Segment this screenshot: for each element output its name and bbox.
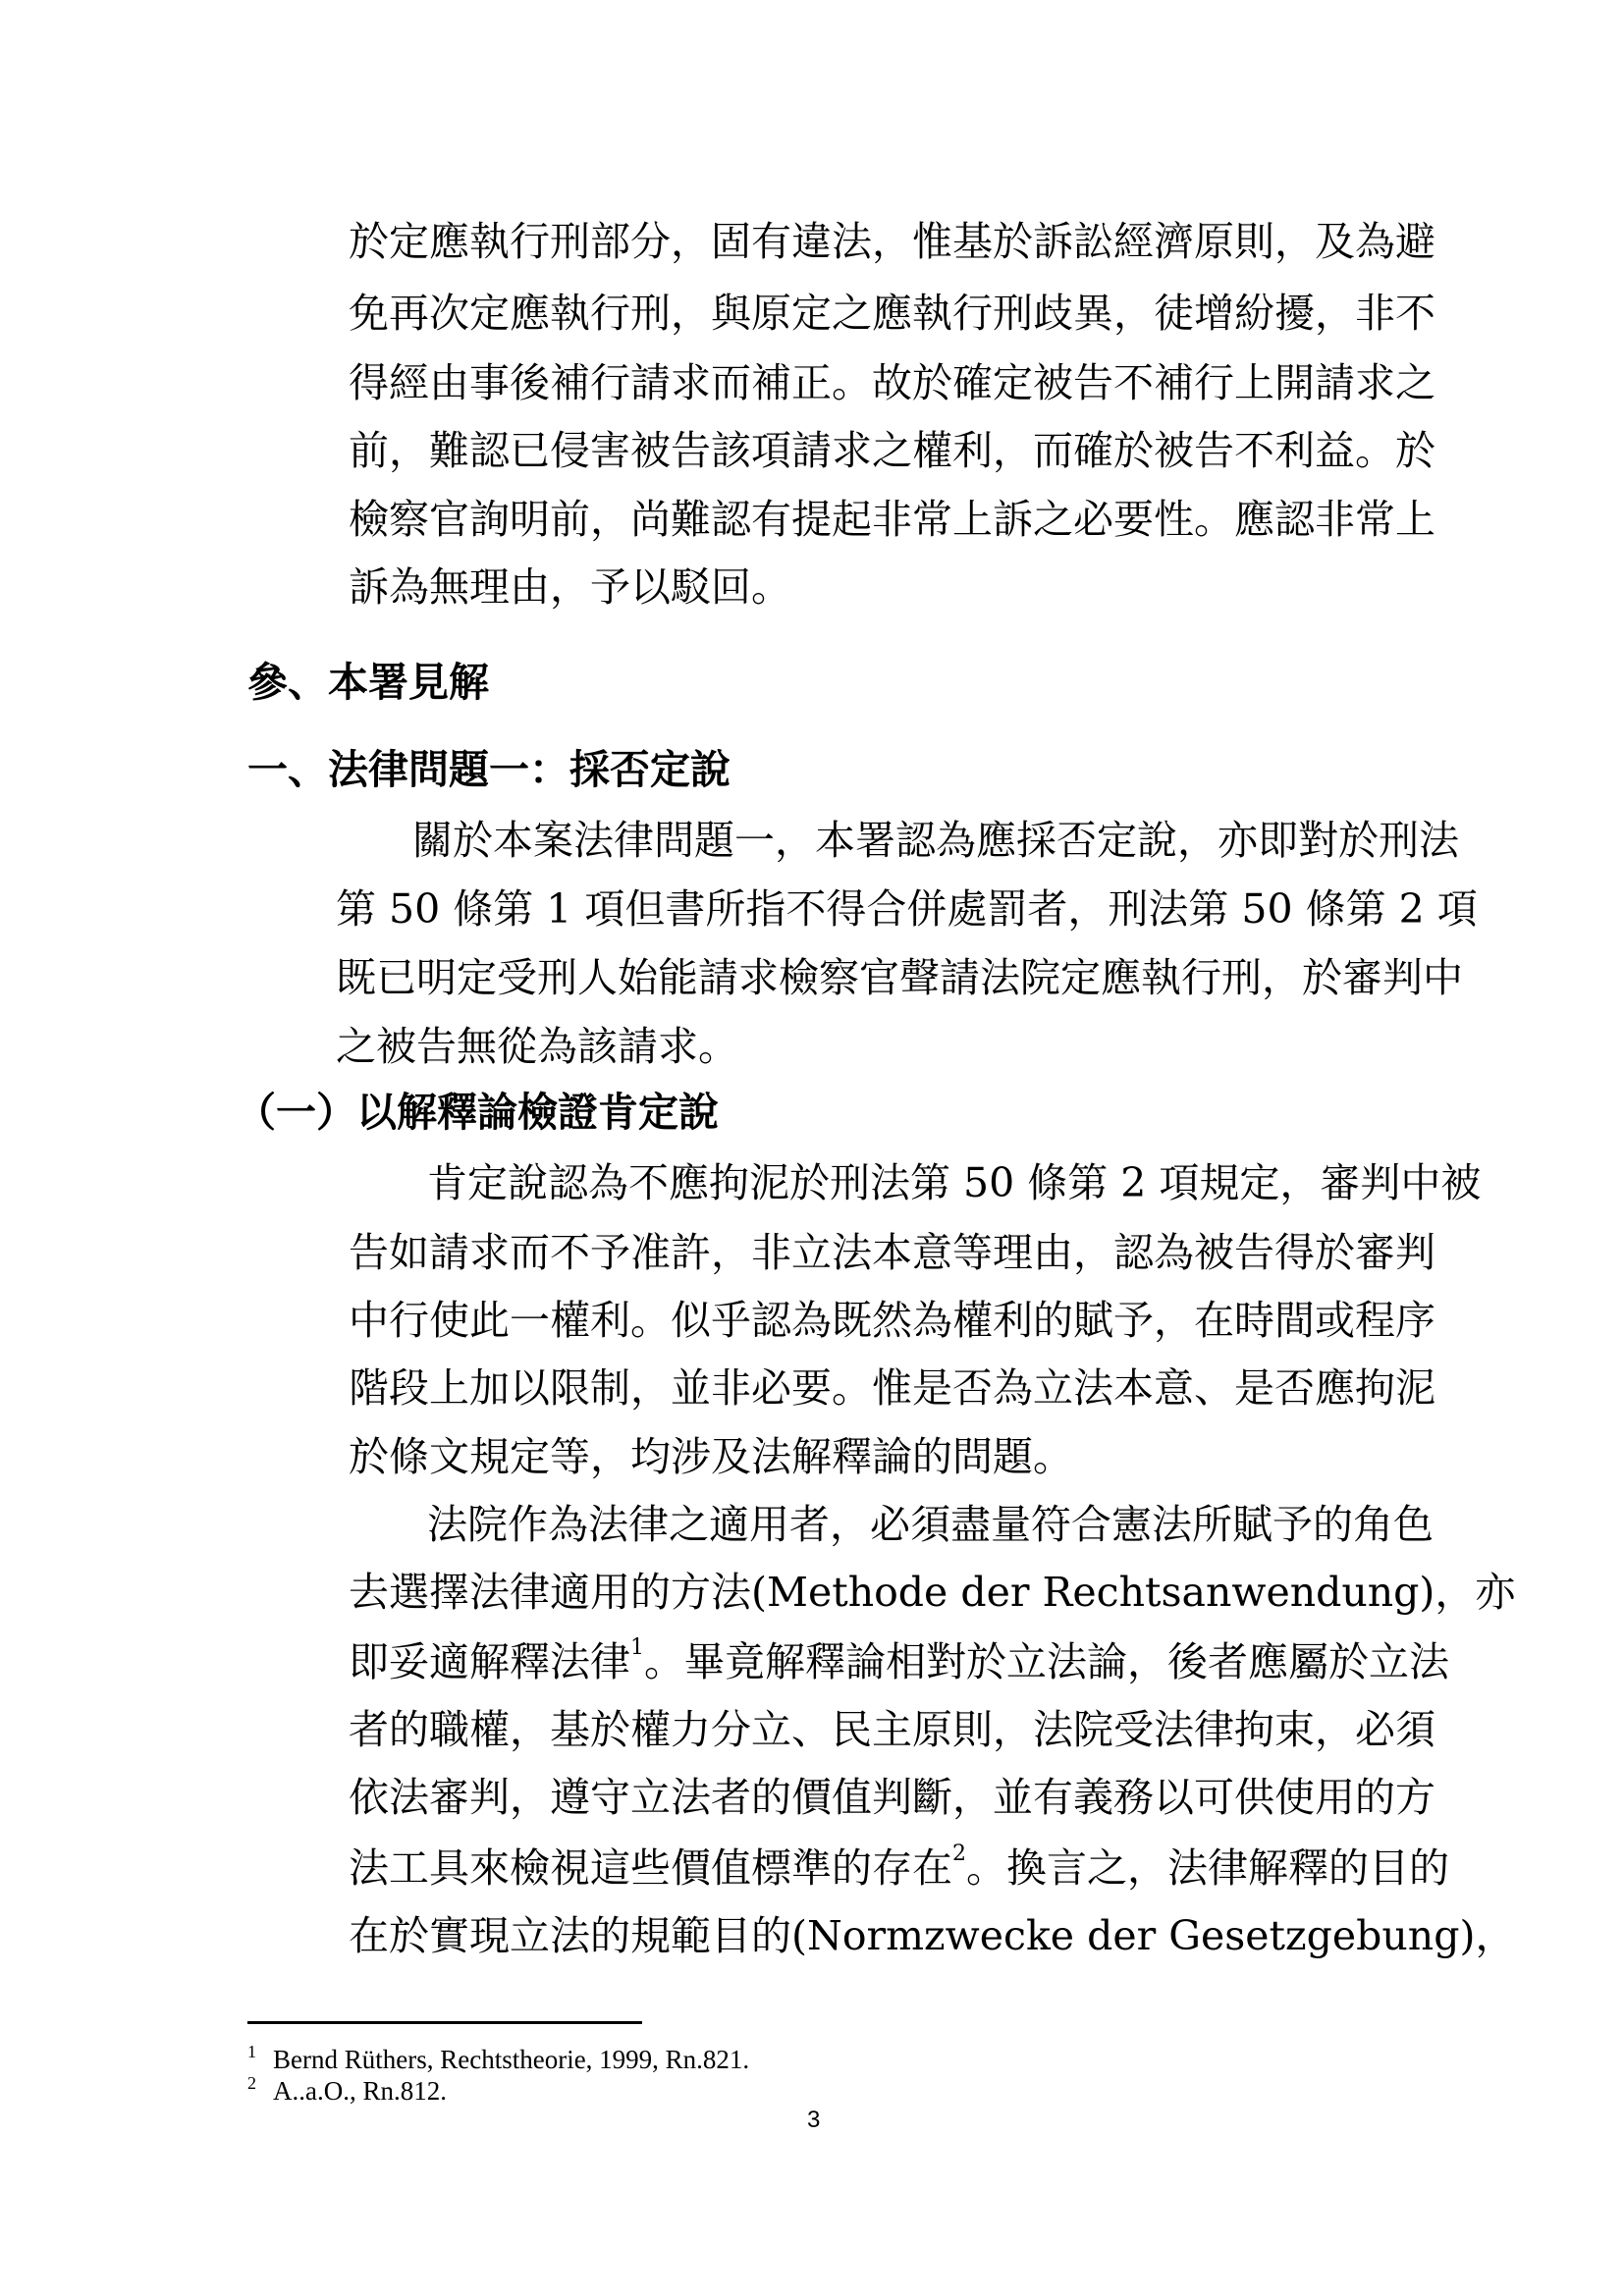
text-line: 肯定說認為不應拘泥於刑法第 50 條第 2 項規定，審判中被 xyxy=(427,1159,1482,1206)
text-line: 免再次定應執行刑，與原定之應執行刑歧異，徒增紛擾，非不 xyxy=(349,290,1435,337)
text-line: 第 50 條第 1 項但書所指不得合併處罰者，刑法第 50 條第 2 項 xyxy=(336,885,1478,933)
footnote-number: 1 xyxy=(247,2042,256,2061)
text-line: 去選擇法律適用的方法(Methode der Rechtsanwendung)，亦 xyxy=(349,1569,1516,1616)
subsubsection-heading: （一）以解釋論檢證肯定說 xyxy=(236,1089,719,1136)
text-line: 於條文規定等，均涉及法解釋論的問題。 xyxy=(349,1433,1073,1480)
subsection-heading: 一、法律問題一：採否定說 xyxy=(247,746,731,793)
text-line: 告如請求而不予准許，非立法本意等理由，認為被告得於審判 xyxy=(349,1229,1435,1276)
text-line: 在於實現立法的規範目的(Normzwecke der Gesetzgebung)， xyxy=(349,1912,1516,1959)
text-line: 得經由事後補行請求而補正。故於確定被告不補行上開請求之 xyxy=(349,359,1435,406)
text-line: 檢察官詢明前，尚難認有提起非常上訴之必要性。應認非常上 xyxy=(349,496,1435,543)
text-line: 之被告無從為該請求。 xyxy=(336,1023,738,1070)
text-line: 者的職權，基於權力分立、民主原則，法院受法律拘束，必須 xyxy=(349,1706,1435,1753)
text-line: 法院作為法律之適用者，必須盡量符合憲法所賦予的角色 xyxy=(427,1501,1434,1548)
section-heading: 參、本署見解 xyxy=(247,659,489,706)
text-line: 依法審判，遵守立法者的價值判斷，並有義務以可供使用的方 xyxy=(349,1774,1435,1821)
text-line xyxy=(349,1635,1449,1686)
text-line: 於定應執行刑部分，固有違法，惟基於訴訟經濟原則，及為避 xyxy=(349,218,1435,265)
text-line: 中行使此一權利。似乎認為既然為權利的賦予，在時間或程序 xyxy=(349,1297,1435,1344)
text-line: 既已明定受刑人始能請求檢察官聲請法院定應執行刑，於審判中 xyxy=(336,954,1463,1001)
text-line xyxy=(349,1842,1449,1893)
footnote-number: 2 xyxy=(247,2073,256,2093)
text-line: 訴為無理由，予以駁回。 xyxy=(349,563,791,611)
footnote-separator xyxy=(247,2021,642,2024)
text-line: 階段上加以限制，並非必要。惟是否為立法本意、是否應拘泥 xyxy=(349,1364,1435,1412)
footnote-reference[interactable]: 2 xyxy=(952,1842,966,1866)
text-segment: 即妥適解釋法律 xyxy=(349,1638,630,1685)
text-line: 關於本案法律問題一，本署認為應採否定說，亦即對於刑法 xyxy=(412,817,1459,864)
text-segment: 法工具來檢視這些價值標準的存在 xyxy=(349,1844,952,1892)
text-segment: 。換言之，法律解釋的目的 xyxy=(966,1844,1449,1892)
footnote-text: Bernd Rüthers, Rechtstheorie, 1999, Rn.821. xyxy=(273,2045,750,2074)
footnote-text: A..a.O., Rn.812. xyxy=(273,2076,447,2106)
footnote-reference[interactable]: 1 xyxy=(630,1635,644,1660)
text-segment: 。畢竟解釋論相對於立法論，後者應屬於立法 xyxy=(644,1638,1449,1685)
page-number: 3 xyxy=(807,2107,821,2133)
text-line: 前，難認已侵害被告該項請求之權利，而確於被告不利益。於 xyxy=(349,427,1435,474)
